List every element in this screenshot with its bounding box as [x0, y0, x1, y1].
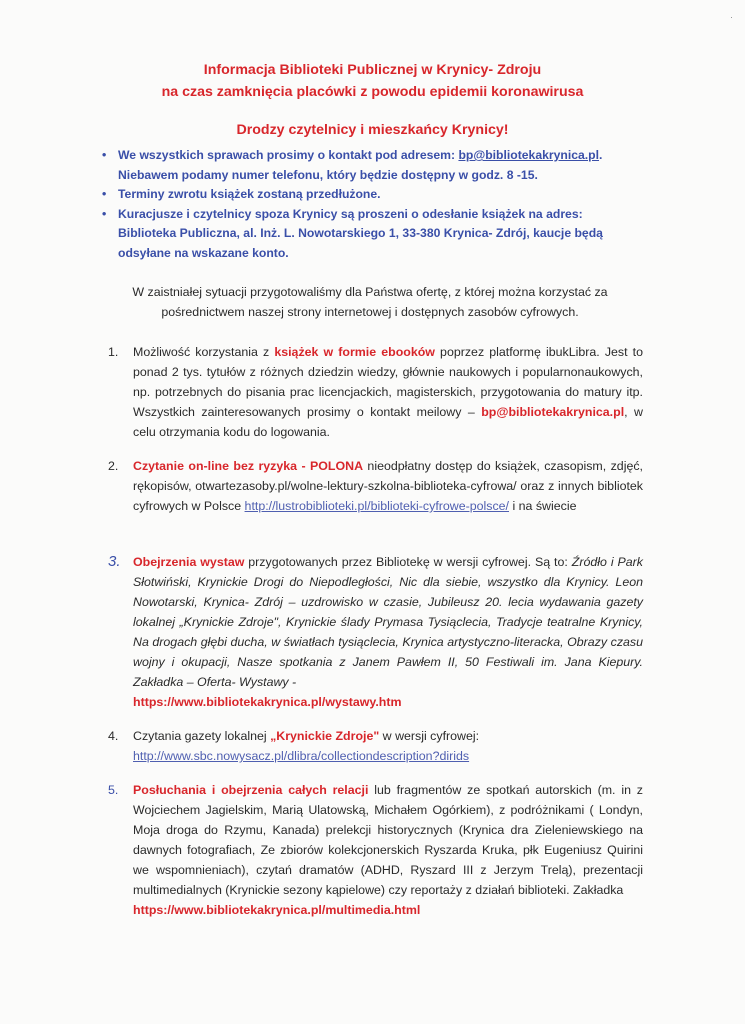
bullet-list	[102, 146, 638, 263]
contact-email-link[interactable]: bp@bibliotekakrynica.pl	[458, 148, 600, 162]
item-number: 2.	[108, 459, 119, 473]
item-email-link[interactable]: bp@bibliotekakrynica.pl	[481, 405, 625, 419]
document-title-line1: Informacja Biblioteki Publicznej w Krynicy- Zdroju	[203, 62, 542, 78]
item-highlight: Posłuchania i obejrzenia całych relacji	[133, 783, 369, 797]
item-highlight: Obejrzenia wystaw	[133, 555, 245, 569]
scan-mark: ·	[730, 12, 733, 22]
bullet-dot-icon: •	[102, 187, 107, 201]
bullet-return-dates: • Terminy zwrotu książek zostaną przedłużone.	[118, 185, 638, 205]
item-highlight: „Krynickie Zdroje"	[270, 729, 380, 743]
bullet-dot-icon: •	[102, 148, 107, 162]
bullet-dot-icon: •	[102, 206, 107, 221]
exhibitions-list: Źródło i Park Słotwiński, Krynickie Drogi do Niepodległości, Nic dla siebie, wszystko dla Krynicy. Leon Nowotarski, Krynica- Zdrój – uzdrowisko w czasie, Jubileusz 20. lecia wydawania gazety lokalnej „Krynickie Zdroje", Krynickie ślady Prymasa Tysiąclecia, Tradycje teatralne Krynicy, Na drogach głębi ducha, w światłach tysiąclecia, Krynica artystyczno-literacka, Obrazy czasu wojny i okupacji, Nasze spotkania z Janem Pawłem II, 50 Festiwali im. Jana Kiepury. Zakładka – Oferta- Wystawy -	[133, 555, 643, 689]
item-highlight: Czytanie on-line bez ryzyka - POLONA	[133, 459, 364, 473]
intro-paragraph: W zaistniałej sytuacji przygotowaliśmy dla Państwa ofertę, z której można korzystać za pośrednictwem naszej strony internetowej i dostępnych zasobów cyfrowych.	[132, 285, 608, 319]
item-number: 1.	[108, 345, 119, 359]
multimedia-link[interactable]: https://www.bibliotekakrynica.pl/multimedia.html	[133, 903, 421, 917]
item-number: 5.	[108, 783, 119, 797]
digital-libraries-link[interactable]: http://lustrobiblioteki.pl/biblioteki-cyfrowe-polsce/	[244, 499, 509, 513]
offer-item-ebooks: 1. Możliwość korzystania z książek w formie ebooków poprzez platformę ibukLibra. Jest to ponad 2 tys. tytułów z różnych dziedzin wiedzy, głównie naukowych i popularnonaukowych, np. potrzebnych do pisania prac licencjackich, magisterskich, przygotowania do matury itp. Wszystkich zainteresowanych prosimy o kontakt meilowy – bp@bibliotekakrynica.pl, w celu otrzymania kodu do logowania.	[108, 342, 643, 442]
offer-item-polona: 2. Czytanie on-line bez ryzyka - POLONA nieodpłatny dostęp do książek, czasopism, zdjęć, rękopisów, otwartezasoby.pl/wolne-lektury-szkolna-biblioteka-cyfrowa/ oraz z innych bibliotek cyfrowych w Polsce http://lustrobiblioteki.pl/biblioteki-cyfrowe-polsce/ i na świecie	[108, 456, 643, 516]
item-number: 4.	[108, 729, 119, 743]
bullet-return-address: • Kuracjusze i czytelnicy spoza Krynicy są proszeni o odesłanie książek na adres: Biblioteka Publiczna, al. Inż. L. Nowotarskiego 1, 33-380 Krynica- Zdrój, kaucje będą odsyłane na wskazane konto.	[102, 206, 603, 260]
document-title-line2: na czas zamknięcia placówki z powodu epidemii koronawirusa	[161, 84, 584, 100]
offer-item-multimedia: 5. Posłuchania i obejrzenia całych relacji lub fragmentów ze spotkań autorskich (m. in z Wojciechem Jagielskim, Marią Ulatowską, Michałem Ogórkiem), z podróżnikami ( Londyn, Moja droga do Rzymu, Kanada) prelekcji historycznych (Krynica dra Zieleniewskiego na dawnych fotografiach, Ze zbiorów kolekcjonerskich Ryszarda Kruka, płk Eugeniusz Quirini we wspomnieniach), czytań dramatów (ADHD, Ryszard III z Jerzym Trelą), prezentacji multimedialnych (Krynickie sezony kąpielowe) czy reportaży z działań biblioteki. Zakładka https://www.bibliotekakrynica.pl/multimedia.html	[108, 780, 643, 920]
item-number: 3.	[108, 553, 121, 570]
newspaper-link[interactable]: http://www.sbc.nowysacz.pl/dlibra/collectiondescription?dirids	[133, 749, 470, 763]
exhibitions-link[interactable]: https://www.bibliotekakrynica.pl/wystawy.htm	[133, 695, 402, 709]
offer-item-newspaper: 4. Czytania gazety lokalnej „Krynickie Zdroje" w wersji cyfrowej: http://www.sbc.nowysacz.pl/dlibra/collectiondescription?dirids	[108, 726, 643, 766]
item-highlight: książek w formie ebooków	[274, 345, 435, 359]
greeting: Drodzy czytelnicy i mieszkańcy Krynicy!	[236, 122, 509, 138]
offer-item-exhibitions: 3. Obejrzenia wystaw przygotowanych przez Bibliotekę w wersji cyfrowej. Są to: Źródło i Park Słotwiński, Krynickie Drogi do Niepodległości, Nic dla siebie, wszystko dla Krynicy. Leon Nowotarski, Krynica- Zdrój – uzdrowisko w czasie, Jubileusz 20. lecia wydawania gazety lokalnej „Krynickie Zdroje", Krynickie ślady Prymasa Tysiąclecia, Tradycje teatralne Krynicy, Na drogach głębi ducha, w światłach tysiąclecia, Krynica artystyczno-literacka, Obrazy czasu wojny i okupacji, Nasze spotkania z Janem Pawłem II, 50 Festiwali im. Jana Kiepury. Zakładka – Oferta- Wystawy - https://www.bibliotekakrynica.pl/wystawy.htm	[108, 553, 643, 709]
bullet-contact: • We wszystkich sprawach prosimy o kontakt pod adresem: bp@bibliotekakrynica.pl. Niebawem podamy numer telefonu, który będzie dostępny w godz. 8 -15.	[102, 148, 603, 182]
